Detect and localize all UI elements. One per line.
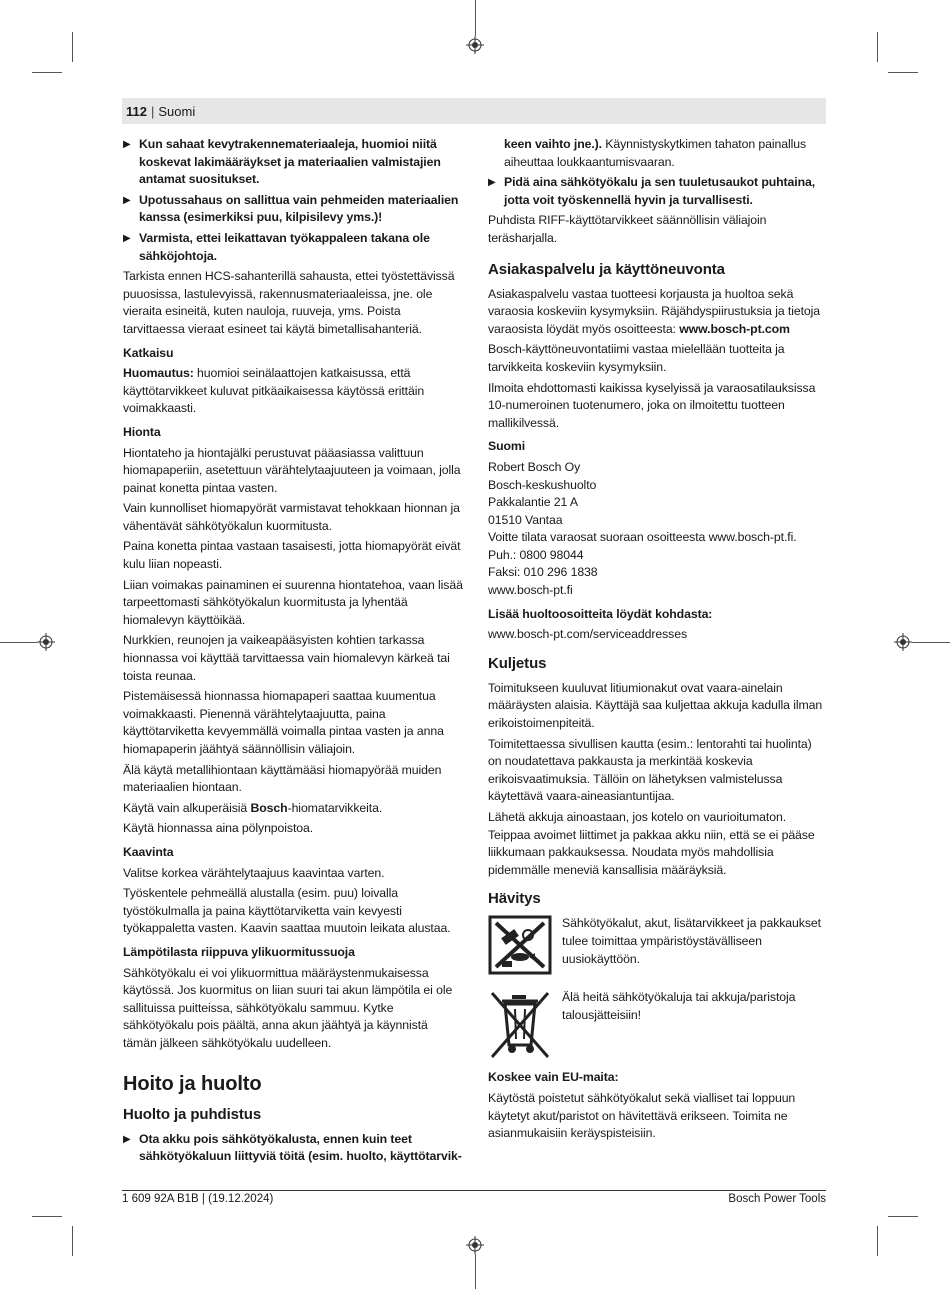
address-block: Robert Bosch Oy Bosch-keskushuolto Pakkalantie 21 A 01510 Vantaa Voitte tilata varaosat suoraan osoitteesta www.bosch-pt.fi. Puh.: 0800 98044 Faksi: 010 296 1838 www.bosch-pt.fi: [488, 459, 826, 600]
page-footer: [122, 1190, 826, 1205]
crop-mark: [475, 0, 476, 36]
paragraph: Pistemäisessä hionnassa hiomapaperi saattaa kuumentua voimakkaasti. Pienennä värähtelytaajuutta, paina käyttötarviketta kevyemmällä voimalla pintaa vasten ja anna hiomapaperin jäähtyä säännöllisin väliajoin.: [123, 689, 444, 756]
section-heading: Hävitys: [488, 890, 541, 908]
right-column: [488, 136, 826, 1146]
section-heading: Huolto ja puhdistus: [123, 1105, 262, 1123]
registration-mark-icon: [466, 1236, 484, 1254]
crop-mark: [0, 642, 37, 643]
paragraph: Ilmoita ehdottomasti kaikissa kyselyissä ja varaosatilauksissa 10-numeroinen tuotenumero, joka on ilmoitettu tuotteen mallikilvessä.: [488, 380, 816, 430]
paragraph: Toimitukseen kuuluvat litiumionakut ovat vaara-ainelain määräysten alaisia. Käyttäjä saa kuljettaa akkuja kadulla ilman erikoistoimenpiteitä.: [488, 680, 823, 731]
page-header: [122, 98, 826, 124]
list-item: ▶ Kun sahaat kevytrakennemateriaaleja, huomioi niitä koskevat lakimääräykset ja materiaalien valmistajien antamat suositukset.: [123, 136, 463, 189]
page-number: 112: [126, 103, 147, 119]
section-heading: Hionta: [123, 424, 161, 439]
paragraph: Huomautus: huomioi seinälaattojen katkaisussa, että käyttötarvikkeet kuluvat pitkäaikaisessa käytössä erittäin voimakkaasti.: [123, 366, 425, 416]
paragraph: Vain kunnolliset hiomapyörät varmistavat tehokkaan hionnan ja vähentävät sähkötyökalun kuormitusta.: [123, 501, 460, 533]
section-heading: Lämpötilasta riippuva ylikuormitussuoja: [123, 944, 355, 959]
crop-mark: [72, 32, 73, 62]
crop-mark: [32, 72, 62, 73]
header-separator: |: [150, 103, 155, 119]
registration-mark-icon: [37, 633, 55, 651]
brand-footer: Bosch Power Tools: [728, 1193, 826, 1205]
crop-mark: [32, 1216, 62, 1217]
list-item: ▶ Upotussahaus on sallittua vain pehmeiden materiaalien kanssa (esimerkiksi puu, kilpisilevy yms.)!: [123, 192, 463, 227]
left-column: [123, 136, 463, 1169]
chapter-heading: Hoito ja huolto: [123, 1072, 262, 1095]
paragraph: Käytä vain alkuperäisiä Bosch-hiomatarvikkeita.: [123, 800, 383, 815]
paragraph: Valitse korkea värähtelytaajuus kaavintaa varten.: [123, 865, 385, 880]
paragraph: Bosch-käyttöneuvontatiimi vastaa mielellään tuotteita ja tarvikkeita koskeviin kysymyksiin.: [488, 342, 785, 374]
crossed-out-wheelie-bin-icon: [488, 989, 562, 1061]
bullet-arrow-icon: ▶: [123, 1133, 131, 1145]
paragraph: Liian voimakas painaminen ei suurenna hiontatehoa, vaan lisää tarpeettomasti sähkötyökalun kuormitusta ja lyhentää hiomalevyn käyttöikää.: [123, 577, 463, 627]
paragraph: Käytöstä poistetut sähkötyökalut sekä vialliset tai loppuun käytetyt akut/paristot on hävitettävä erikseen. Toimita ne asianmukaisiin keräyspisteisiin.: [488, 1090, 796, 1141]
paragraph: Paina konetta pintaa vastaan tasaisesti, jotta hiomapyörät eivät kulu liian nopeasti.: [123, 539, 461, 572]
section-heading: Suomi: [488, 439, 526, 454]
bullet-arrow-icon: ▶: [488, 177, 496, 189]
website-link[interactable]: www.bosch-pt.fi: [488, 583, 573, 598]
header-language: Suomi: [158, 103, 196, 119]
registration-mark-icon: [466, 36, 484, 54]
paragraph: Älä käytä metallihiontaan käyttämääsi hiomapyörää muiden materiaalien hiontaan.: [123, 762, 442, 795]
crop-mark: [888, 72, 918, 73]
disposal-recycle-row: [488, 915, 826, 981]
paragraph: Sähkötyökalu ei voi ylikuormittua määräystenmukaisessa käytössä. Jos kuormitus on liian suuri tai akun lämpötila ei ole sallituissa puitteissa, sähkötyökalu sammuu. Kytke sähkötyökalu pois päältä, anna akun jäähtyä ja käynnistä tämän jälkeen sähkötyökalu uudelleen.: [123, 965, 453, 1050]
paragraph: Lähetä akkuja ainoastaan, jos kotelo on vaurioitumaton. Teippaa avoimet liittimet ja pakkaa akku niin, että se ei pääse liikkumaan pakkauksessa. Noudata myös mahdollisia pidemmälle meneviä kansallisia määräyksiä.: [488, 810, 815, 877]
paragraph: Sähkötyökalut, akut, lisätarvikkeet ja pakkaukset tulee toimittaa ympäristöystävälliseen uusiokäyttöön.: [562, 916, 821, 966]
recycling-symbol-icon: [488, 915, 562, 981]
crop-mark: [912, 642, 950, 643]
registration-mark-icon: [894, 633, 912, 651]
crop-mark: [72, 1226, 73, 1256]
crop-mark: [475, 1254, 476, 1289]
bullet-arrow-icon: ▶: [123, 139, 131, 150]
section-heading: Asiakaspalvelu ja käyttöneuvonta: [488, 260, 725, 278]
bullet-arrow-icon: ▶: [123, 232, 131, 244]
crop-mark: [877, 1226, 878, 1256]
crop-mark: [877, 32, 878, 62]
section-heading: Katkaisu: [123, 345, 174, 360]
paragraph: Tarkista ennen HCS-sahanterillä sahausta, ettei työstettävissä puuosissa, lastulevyissä, rakennusmateriaaleissa, jne. ole vieraita esineitä, kuten nauloja, ruuveja, yms. Poista tarvittaessa vieraat esineet tai käytä bimetallisahanteriä.: [123, 269, 455, 336]
document-number: 1 609 92A B1B | (19.12.2024): [122, 1193, 274, 1205]
disposal-bin-row: [488, 989, 826, 1061]
list-item: ▶ Varmista, ettei leikattavan työkappaleen takana ole sähköjohtoja.: [123, 230, 463, 265]
paragraph: Älä heitä sähkötyökaluja tai akkuja/paristoja talousjätteisiin!: [562, 990, 796, 1022]
list-item: ▶ Ota akku pois sähkötyökalusta, ennen kuin teet sähkötyökaluun liittyviä töitä (esim. huolto, käyttötarvik-: [123, 1131, 463, 1166]
paragraph: keen vaihto jne.). Käynnistyskytkimen tahaton painallus aiheuttaa loukkaantumisvaaran.: [504, 137, 807, 169]
paragraph: Hiontateho ja hiontajälki perustuvat pääasiassa valittuun hiomapaperiin, asetettuun värähtelytaajuuteen ja voimaan, jolla painat konetta pintaa vasten.: [123, 445, 461, 495]
paragraph: Käytä hionnassa aina pölynpoistoa.: [123, 821, 314, 836]
paragraph: Työskentele pehmeällä alustalla (esim. puu) loivalla työstökulmalla ja paina käyttötarviketta vain kevyesti työkappaletta vasten. Kaavin saattaa muutoin leikata alustaa.: [123, 886, 451, 936]
paragraph: Asiakaspalvelu vastaa tuotteesi korjausta ja huoltoa sekä varaosia koskeviin kysymyksiin. Räjähdyspiirustuksia ja tietoja varaosista löydät myös osoitteesta: www.bosch-pt.com: [488, 286, 820, 336]
section-heading: Kuljetus: [488, 654, 547, 672]
crop-mark: [888, 1216, 918, 1217]
section-heading: Koskee vain EU-maita:: [488, 1070, 619, 1085]
website-link[interactable]: www.bosch-pt.com: [679, 321, 790, 336]
bullet-arrow-icon: ▶: [123, 194, 131, 206]
paragraph: Toimitettaessa sivullisen kautta (esim.: lentorahti tai huolinta) on noudatettava pakkausta ja merkintää koskevia erikoisvaatimuksia. Tällöin on lähetyksen valmistelussa käytettävä vaara-aineasiantuntijaa.: [488, 736, 812, 804]
list-item: ▶ Pidä aina sähkötyökalu ja sen tuuletusaukot puhtaina, jotta voit työskennellä hyvin ja turvallisesti.: [488, 174, 826, 209]
section-heading: Lisää huoltoosoitteita löydät kohdasta:: [488, 606, 713, 621]
paragraph: Puhdista RIFF-käyttötarvikkeet säännöllisin väliajoin teräsharjalla.: [488, 213, 767, 245]
section-heading: Kaavinta: [123, 844, 174, 859]
paragraph: Nurkkien, reunojen ja vaikeapääsyisten kohtien tarkassa hionnassa voi käyttää tarvittaessa vain hiomalevyn kärkeä tai toista reunaa.: [123, 633, 450, 683]
service-address-link[interactable]: www.bosch-pt.com/serviceaddresses: [488, 627, 687, 642]
